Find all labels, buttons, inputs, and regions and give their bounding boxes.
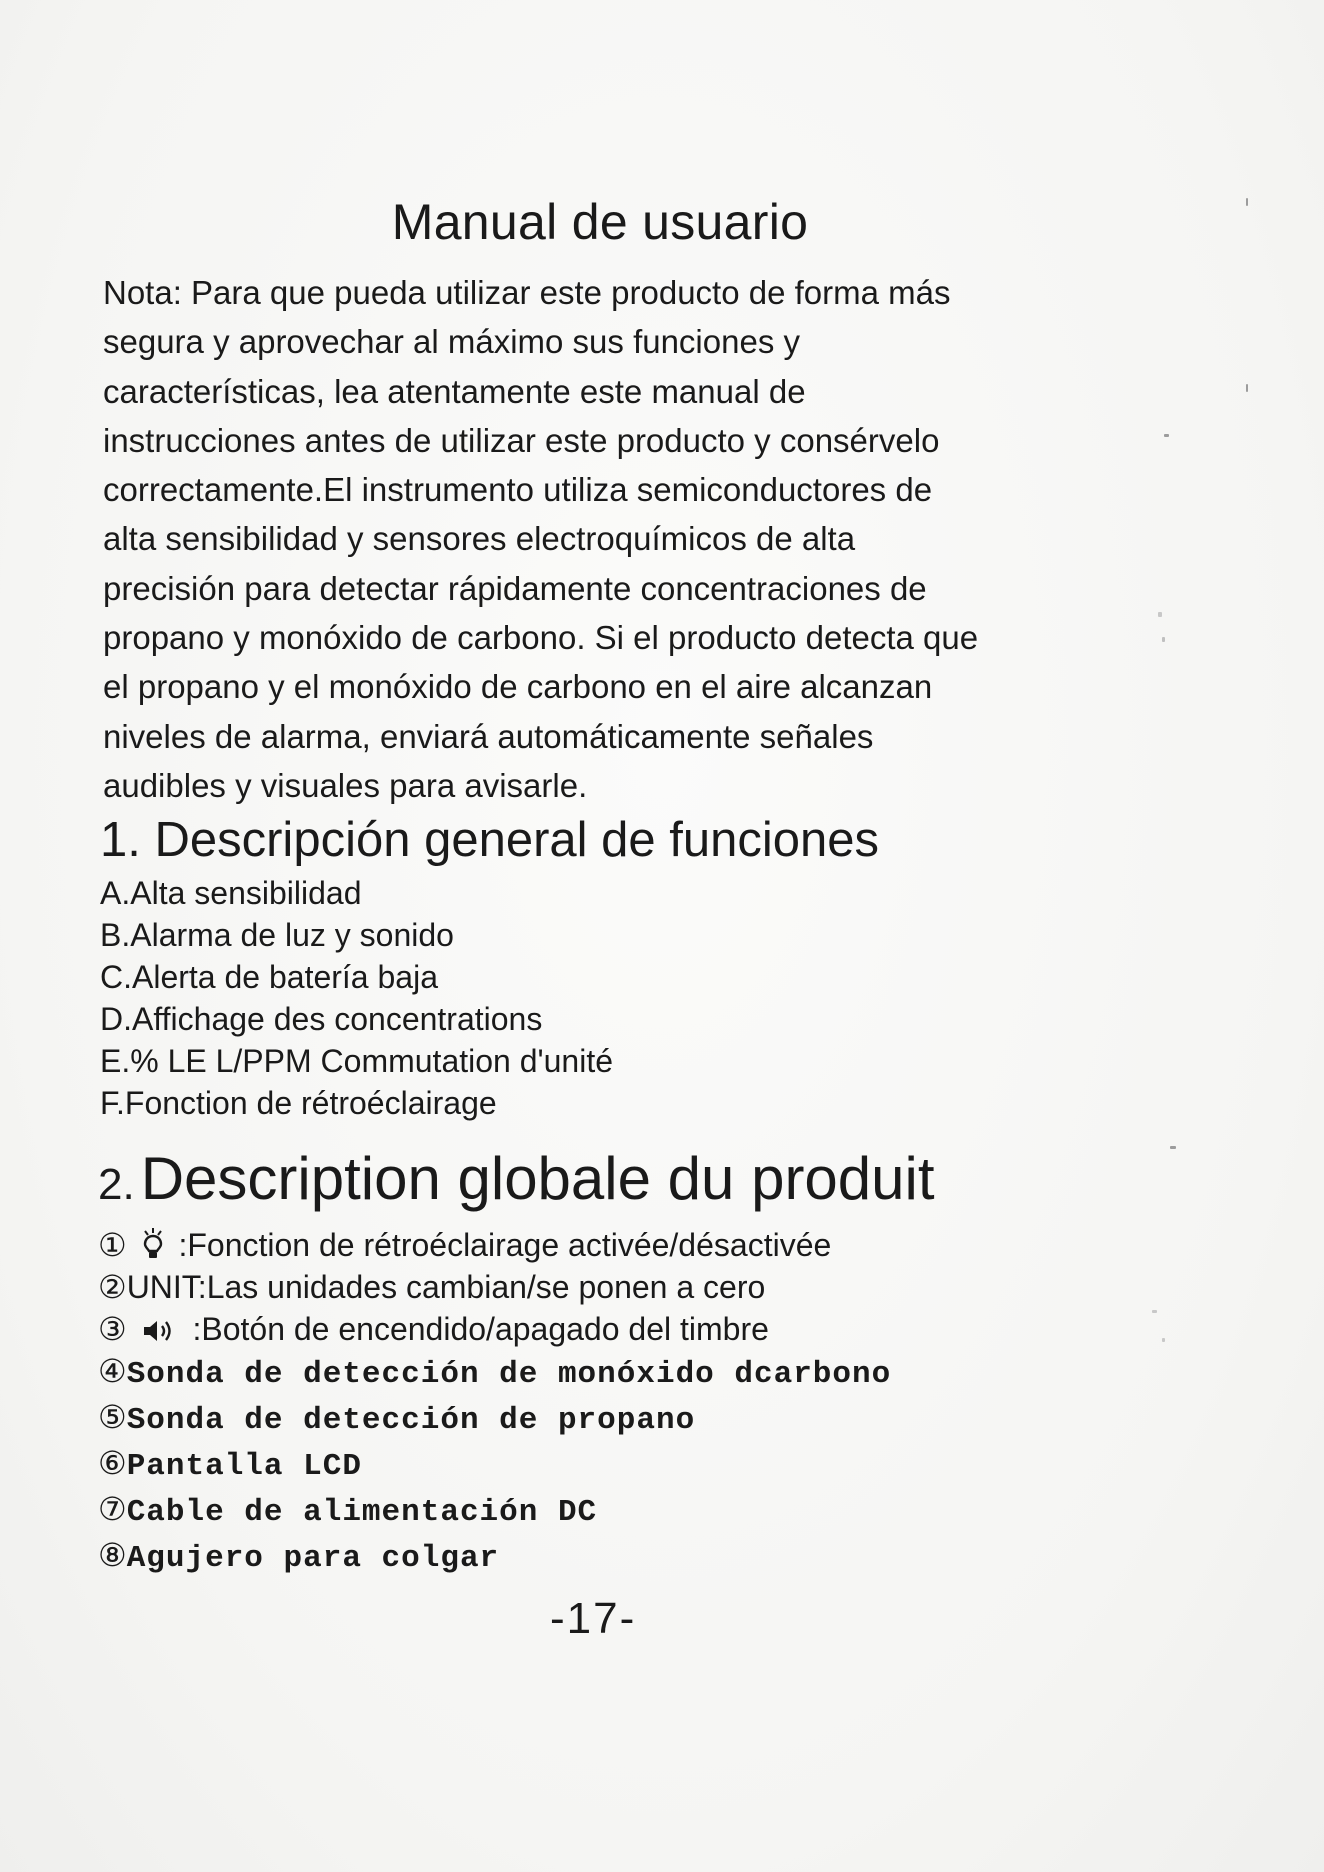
list-item: B.Alarma de luz y sonido [100, 917, 454, 953]
item-marker: ① [98, 1226, 127, 1264]
section2-number: 2. [98, 1160, 135, 1209]
speaker-icon [142, 1318, 178, 1344]
note-line: audibles y visuales para avisarle. [103, 766, 588, 804]
list-item: C.Alerta de batería baja [100, 959, 438, 995]
intro-note [103, 268, 1123, 810]
item-marker: ⑦ [98, 1490, 127, 1528]
list-item [98, 1488, 891, 1534]
note-line: características, lea atentamente este manual de [103, 372, 806, 410]
list-item [98, 1396, 891, 1442]
list-item: F.Fonction de rétroéclairage [100, 1085, 497, 1121]
section2-title: Description globale du produit [140, 1145, 935, 1212]
scan-speck [1246, 198, 1248, 206]
item-marker: ② [98, 1268, 127, 1306]
note-line: instrucciones antes de utilizar este producto y consérvelo [103, 421, 940, 459]
scan-speck [1164, 434, 1169, 437]
item-text: Agujero para colgar [126, 1541, 500, 1576]
note-line: alta sensibilidad y sensores electroquímicos de alta [103, 520, 856, 558]
item-marker: ⑥ [98, 1444, 127, 1482]
item-text: Sonda de detección de monóxido dcarbono [126, 1357, 892, 1392]
list-item [98, 1224, 891, 1266]
item-marker: ⑧ [98, 1536, 127, 1574]
scan-speck [1162, 637, 1165, 642]
list-item [98, 1266, 891, 1308]
note-line: segura y aprovechar al máximo sus funciones y [103, 323, 800, 361]
page-title: Manual de usuario [391, 194, 809, 250]
function-list [100, 872, 613, 1124]
page-number: -17- [550, 1594, 637, 1643]
scan-speck [1246, 384, 1248, 392]
item-text: :Fonction de rétroéclairage activée/désactivée [178, 1227, 832, 1263]
section2-heading [98, 1144, 935, 1220]
list-item [98, 1534, 891, 1580]
note-line: precisión para detectar rápidamente concentraciones de [103, 569, 927, 607]
note-line: Nota: Para que pueda utilizar este producto de forma más [103, 274, 951, 311]
item-marker: ⑤ [98, 1398, 127, 1436]
list-item: D.Affichage des concentrations [100, 1001, 543, 1037]
scan-speck [1152, 1310, 1157, 1313]
item-marker: ③ [98, 1310, 127, 1348]
list-item [98, 1350, 891, 1396]
list-item [98, 1308, 891, 1350]
section1-heading: 1. Descripción general de funciones [100, 813, 880, 867]
list-item [98, 1442, 891, 1488]
item-text: :Botón de encendido/apagado del timbre [192, 1311, 769, 1347]
item-marker: ④ [98, 1352, 127, 1390]
item-text: Cable de alimentación DC [126, 1495, 598, 1530]
item-text: Sonda de detección de propano [126, 1403, 696, 1438]
list-item: A.Alta sensibilidad [100, 875, 362, 911]
product-parts-list [98, 1224, 891, 1580]
list-item: E.% LE L/PPM Commutation d'unité [100, 1043, 614, 1079]
note-line: el propano y el monóxido de carbono en el aire alcanzan [103, 668, 933, 706]
scan-speck [1170, 1146, 1176, 1149]
bulb-icon [142, 1228, 164, 1260]
scan-speck [1158, 612, 1162, 617]
item-text: Pantalla LCD [126, 1449, 362, 1484]
item-text: UNIT:Las unidades cambian/se ponen a cero [126, 1269, 766, 1305]
note-line: niveles de alarma, enviará automáticamente señales [103, 717, 874, 755]
note-line: propano y monóxido de carbono. Si el producto detecta que [103, 619, 979, 657]
note-line: correctamente.El instrumento utiliza semiconductores de [103, 471, 933, 509]
scan-speck [1162, 1338, 1165, 1342]
